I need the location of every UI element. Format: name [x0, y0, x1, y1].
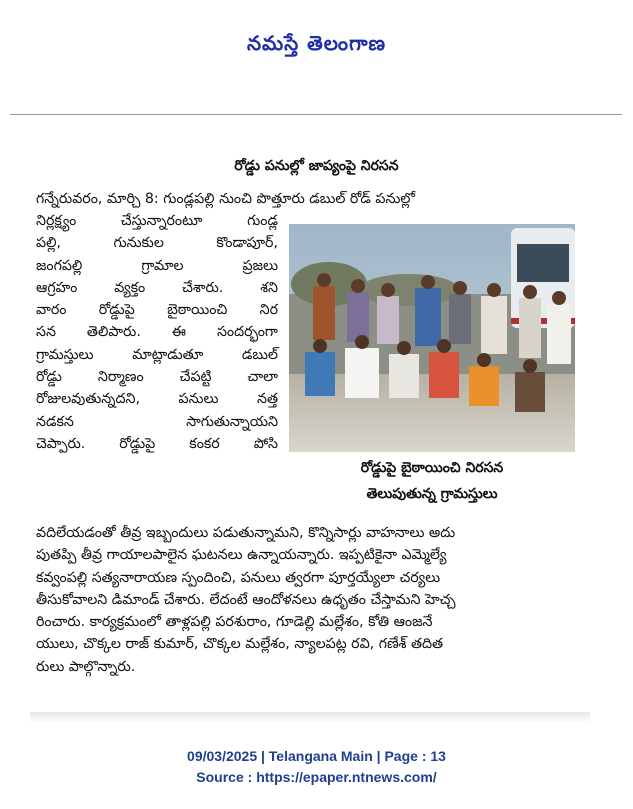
- article-line: రోజులవుతున్నదని, పనులు నత్త: [36, 391, 278, 408]
- clipping-bottom-edge: [30, 712, 590, 724]
- article-line: రోడ్డు నిర్మాణం చేపట్టి చాలా: [36, 369, 278, 386]
- article-line: యులు, చొక్కల రాజ్ కుమార్, చొక్కల మల్లేశం, న్యాలపట్ల రవి, గణేశ్ తదిత: [36, 636, 444, 653]
- article-lead-line: గన్నేరువరం, మార్చి 8: గుండ్లపల్లి నుంచి పొత్తూరు డబుల్ రోడ్ పనుల్లో: [36, 191, 415, 207]
- article-line: గ్రామస్తులు మాట్లాడుతూ డబుల్: [36, 346, 278, 363]
- article-line: పుతప్పి తీవ్ర గాయాలపాలైన ఘటనలు ఉన్నాయన్నారు. ఇప్పటికైనా ఎమ్మెల్యే: [36, 547, 447, 564]
- masthead-divider: [10, 114, 622, 115]
- photo-caption-line: రోడ్డుపై బైఠాయించి నిరసన: [360, 460, 504, 476]
- newspaper-logo: నమస్తే తెలంగాణ: [246, 31, 387, 55]
- protest-photo-illustration: [289, 224, 575, 452]
- article-line: జంగపల్లి గ్రామాల ప్రజలు: [36, 257, 278, 274]
- article-line: ఆగ్రహం వ్యక్తం చేశారు. శని: [36, 279, 278, 296]
- photo-caption-line: తెలుపుతున్న గ్రామస్తులు: [366, 486, 498, 502]
- article-line: రించారు. కార్యక్రమంలో తాళ్లపల్లి పరశురాం, గూడెల్లి మల్లేశం, కోతి ఆంజనే: [36, 614, 433, 631]
- article-line: పల్లి, గునుకుల కొండాపూర్,: [36, 235, 278, 252]
- article-headline: రోడ్డు పనుల్లో జాప్యంపై నిరసన: [234, 158, 399, 174]
- article-line: తీసుకోవాలని డిమాండ్ చేశారు. లేదంటే ఆందోళనలు ఉధృతం చేస్తామని హెచ్చ: [36, 591, 456, 608]
- page-footer: [0, 746, 633, 788]
- article-narrow-column: [36, 210, 278, 455]
- article-line: నడకన సాగుతున్నాయని: [36, 413, 278, 430]
- article-line: సన తెలిపారు. ఈ సందర్భంగా: [36, 324, 278, 341]
- article-line: వదిలేయడంతో తీవ్ర ఇబ్బందులు పడుతున్నామని, కొన్నిసార్లు వాహనాలు అదు: [36, 525, 456, 541]
- article-line: వారం రోడ్డుపై బైఠాయించి నిర: [36, 302, 278, 319]
- photo-caption: [289, 455, 575, 507]
- footer-source: Source : https://epaper.ntnews.com/: [196, 769, 437, 785]
- article-line: కవ్వంపల్లి సత్యనారాయణ స్పందించి, పనులు త్వరగా పూర్తయ్యేలా చర్యలు: [36, 569, 441, 586]
- masthead: [0, 0, 633, 95]
- article-wide-column: [36, 522, 596, 678]
- article-line: చెప్పారు. రోడ్డుపై కంకర పోసి: [36, 435, 278, 452]
- article-photo: [289, 224, 575, 452]
- article-line: రులు పాల్గొన్నారు.: [36, 658, 136, 675]
- footer-date-edition: 09/03/2025 | Telangana Main | Page : 13: [187, 748, 446, 764]
- article-line: నిర్లక్ష్యం చేస్తున్నారంటూ గుండ్ల: [36, 213, 278, 229]
